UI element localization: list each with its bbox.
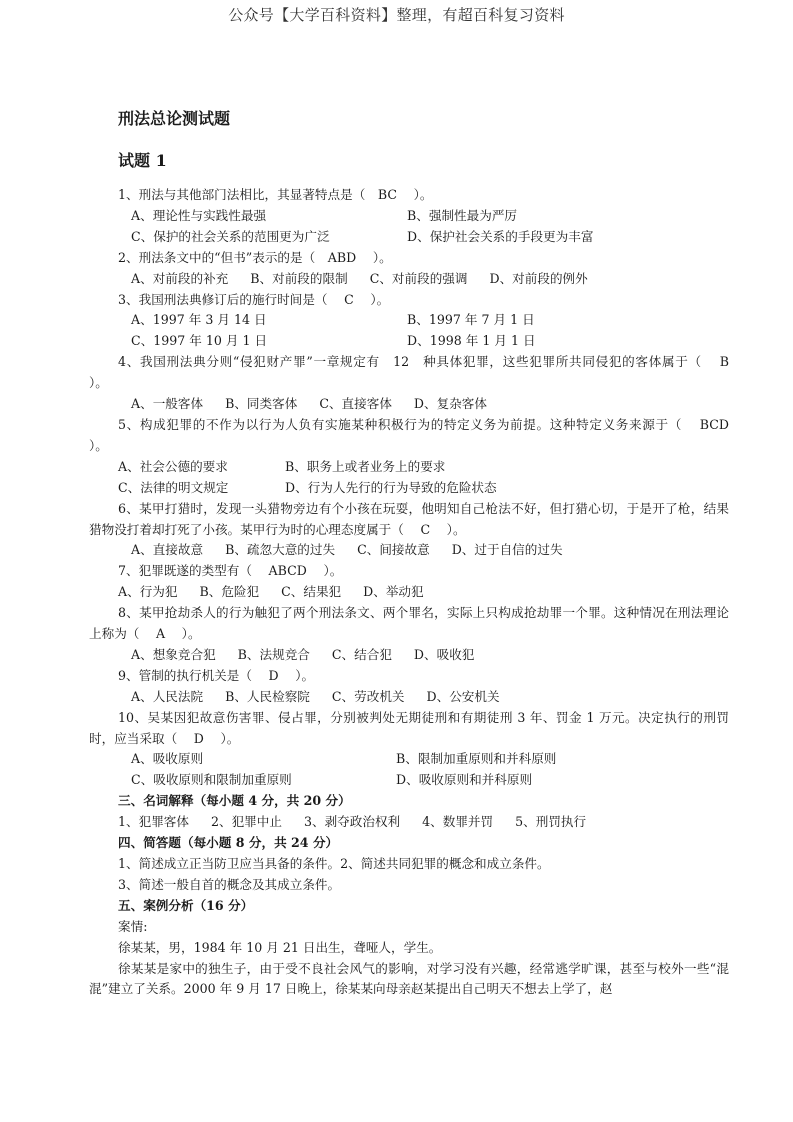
option: B、限制加重原则和并科原则	[396, 751, 557, 767]
question-stem: 4、我国刑法典分则“侵犯财产罪”一章规定有 12 种具体犯罪，这些犯罪所共同侵犯的客体属于（ B ）。	[89, 354, 746, 391]
option: C、结果犯	[281, 584, 342, 600]
term-item: 1、犯罪客体	[118, 814, 189, 830]
option: B、同类客体	[225, 396, 298, 412]
short-answer-line: 1、简述成立正当防卫应当具备的条件。2、简述共同犯罪的概念和成立条件。	[118, 856, 550, 871]
option: B、危险犯	[199, 584, 260, 600]
case-paragraph: 徐某某，男，1984 年 10 月 21 日出生，聋哑人，学生。	[118, 939, 442, 955]
question-options	[89, 645, 729, 666]
question-options	[89, 206, 729, 227]
question-options	[89, 394, 729, 415]
option: C、直接客体	[319, 396, 392, 412]
option: D、对前段的例外	[489, 270, 588, 286]
question-options	[89, 310, 729, 331]
option: C、结合犯	[331, 646, 392, 662]
option: D、1998 年 1 月 1 日	[407, 333, 536, 349]
question-options	[89, 478, 729, 499]
page-header: 公众号【大学百科资料】整理，有超百科复习资料	[228, 6, 565, 24]
option: A、想象竞合犯	[131, 646, 216, 662]
option: A、吸收原则	[131, 751, 204, 767]
option: B、职务上或者业务上的要求	[285, 458, 446, 474]
option: D、行为人先行的行为导致的危险状态	[285, 479, 497, 495]
term-item: 2、犯罪中止	[210, 814, 282, 830]
option: A、理论性与实践性最强	[131, 207, 267, 223]
option: A、直接故意	[131, 542, 204, 558]
document-title: 刑法总论测试题	[118, 109, 231, 128]
question-stem: 7、犯罪既遂的类型有（ ABCD ）。	[118, 563, 343, 579]
question-stem: 9、管制的执行机关是（ D ）。	[118, 667, 315, 683]
option: B、法规竞合	[237, 646, 310, 662]
option: C、法律的明文规定	[118, 479, 229, 495]
question-stem: 1、刑法与其他部门法相比，其显著特点是（ BC ）。	[118, 187, 433, 202]
question-stem: 3、我国刑法典修订后的施行时间是（ C ）。	[118, 291, 390, 307]
option: A、一般客体	[131, 396, 204, 412]
question-stem: 5、构成犯罪的不作为以行为人负有实施某种积极行为的特定义务为前提。这种特定义务来源于（ BCD ）。	[89, 416, 746, 453]
question-options	[89, 227, 729, 248]
option: B、对前段的限制	[250, 270, 348, 286]
option: B、强制性最为严厉	[407, 207, 518, 223]
section-heading: 四、简答题（每小题 8 分，共 24 分）	[118, 835, 339, 851]
option: D、复杂客体	[413, 396, 487, 412]
question-options	[89, 457, 729, 478]
option: A、行为犯	[118, 584, 178, 600]
question-options	[89, 687, 729, 708]
option: A、社会公德的要求	[118, 458, 228, 474]
case-paragraph: 徐某某是家中的独生子，由于受不良社会风气的影响，对学习没有兴趣，经常逃学旷课，甚至与校外一些“混混”建立了关系。2000 年 9 月 17 日晚上，徐某某向母亲赵某提出自己明天不想去上学了，赵	[89, 960, 729, 997]
option: D、吸收犯	[413, 646, 475, 662]
question-stem: 6、某甲打猎时，发现一头猎物旁边有个小孩在玩耍，他明知自己枪法不好，但打猎心切，于是开了枪，结果猎物没打着却打死了小孩。某甲行为时的心理态度属于（ C ）。	[89, 500, 729, 537]
question-options	[89, 540, 729, 561]
option: D、公安机关	[426, 688, 500, 704]
option: C、间接故意	[357, 542, 430, 558]
option: A、对前段的补充	[131, 270, 229, 286]
option: D、保护社会关系的手段更为丰富	[407, 228, 594, 244]
option: D、举动犯	[363, 584, 424, 600]
case-label: 案情:	[118, 918, 148, 934]
option: C、1997 年 10 月 1 日	[131, 333, 268, 349]
option: B、人民检察院	[225, 688, 310, 704]
question-options	[89, 749, 729, 770]
term-item: 4、数罪并罚	[422, 814, 494, 830]
option: C、对前段的强调	[369, 270, 468, 286]
question-options	[89, 269, 729, 290]
question-options	[89, 770, 729, 791]
option: D、过于自信的过失	[451, 542, 563, 558]
option: A、人民法院	[131, 688, 204, 704]
section-heading: 五、案例分析（16 分）	[118, 897, 254, 913]
question-options	[89, 331, 729, 352]
question-stem: 2、刑法条文中的“但书”表示的是（ ABD ）。	[118, 249, 392, 265]
option: C、吸收原则和限制加重原则	[131, 772, 292, 788]
question-stem: 10、吴某因犯故意伤害罪、侵占罪，分别被判处无期徒刑和有期徒刑 3 年、罚金 1 万元。决定执行的刑罚时，应当采取（ D ）。	[89, 709, 729, 746]
short-answer-line: 3、简述一般自首的概念及其成立条件。	[118, 876, 341, 892]
question-stem: 8、某甲抢劫杀人的行为触犯了两个刑法条文、两个罪名，实际上只构成抢劫罪一个罪。这种情况在刑法理论上称为（ A ）。	[89, 605, 729, 642]
option: B、疏忽大意的过失	[225, 542, 336, 558]
document-subtitle: 试题 1	[118, 151, 167, 170]
term-list	[89, 812, 729, 833]
question-options	[89, 582, 729, 603]
term-item: 3、剥夺政治权利	[303, 814, 401, 830]
option: A、1997 年 3 月 14 日	[131, 312, 267, 328]
option: C、保护的社会关系的范围更为广泛	[131, 228, 330, 244]
option: D、吸收原则和并科原则	[396, 772, 533, 788]
section-heading: 三、名词解释（每小题 4 分，共 20 分）	[118, 793, 351, 809]
document-body	[89, 185, 746, 1000]
option: B、1997 年 7 月 1 日	[407, 312, 535, 328]
option: C、劳改机关	[331, 688, 405, 704]
term-item: 5、刑罚执行	[515, 814, 587, 830]
